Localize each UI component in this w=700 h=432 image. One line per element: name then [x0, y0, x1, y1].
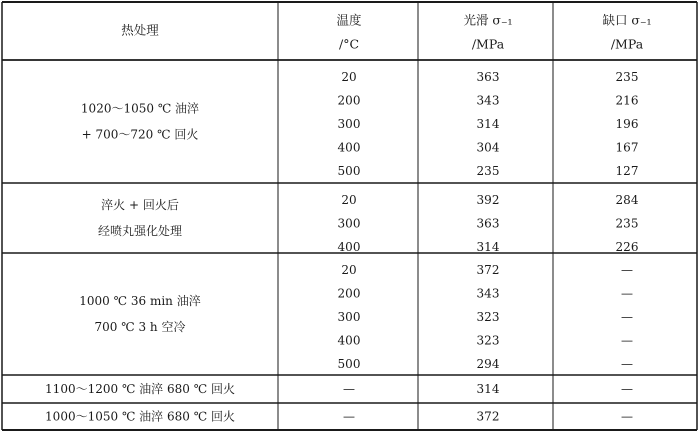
smooth-strength-cell: 314 — [476, 240, 500, 254]
temperature-cell: 400 — [337, 240, 361, 254]
smooth-strength-cell: 343 — [476, 286, 500, 301]
notched-strength-cell: 235 — [615, 216, 639, 231]
temperature-cell: 500 — [337, 164, 361, 178]
treatment-label: 1000 ℃ 36 min 油淬 — [79, 294, 201, 308]
temperature-cell: 200 — [337, 286, 361, 301]
smooth-strength-cell: 372 — [476, 263, 500, 277]
notched-strength-cell: 216 — [615, 93, 639, 108]
header-notched-unit: /MPa — [610, 36, 644, 52]
treatment-label: 700 ℃ 3 h 空冷 — [94, 320, 186, 334]
notched-strength-cell: 196 — [615, 117, 639, 131]
notched-strength-cell: — — [621, 310, 633, 324]
smooth-strength-cell: 323 — [476, 333, 500, 348]
smooth-strength-cell: 314 — [476, 382, 500, 396]
temperature-cell: 300 — [337, 310, 361, 324]
header-temperature-unit: /°C — [338, 36, 360, 52]
temperature-cell: 20 — [341, 263, 357, 277]
notched-strength-cell: — — [621, 333, 633, 348]
treatment-label: 淬火 + 回火后 — [101, 198, 179, 212]
header-notched-sigma: 缺口 σ₋₁ — [602, 12, 652, 28]
smooth-strength-cell: 343 — [476, 93, 500, 108]
notched-strength-cell: 167 — [615, 140, 639, 155]
smooth-strength-cell: 392 — [476, 193, 500, 207]
temperature-cell: — — [343, 409, 355, 424]
treatment-label: + 700～720 ℃ 回火 — [81, 127, 199, 142]
header-smooth-unit: /MPa — [471, 36, 505, 52]
smooth-strength-cell: 294 — [476, 357, 500, 371]
temperature-cell: 200 — [337, 93, 361, 108]
smooth-strength-cell: 363 — [476, 70, 500, 84]
notched-strength-cell: — — [621, 357, 633, 371]
notched-strength-cell: — — [621, 382, 633, 396]
header-temperature: 温度 — [336, 12, 362, 28]
temperature-cell: 300 — [337, 216, 361, 231]
temperature-cell: 400 — [337, 333, 361, 348]
treatment-label: 1000～1050 ℃ 油淬 680 ℃ 回火 — [45, 409, 235, 424]
smooth-strength-cell: 235 — [476, 164, 500, 178]
temperature-cell: 400 — [337, 140, 361, 155]
temperature-cell: 20 — [341, 70, 357, 84]
temperature-cell: — — [343, 382, 355, 396]
treatment-label: 1100～1200 ℃ 油淬 680 ℃ 回火 — [45, 382, 235, 396]
header-smooth-sigma: 光滑 σ₋₁ — [463, 12, 513, 28]
temperature-cell: 300 — [337, 117, 361, 131]
notched-strength-cell: 235 — [615, 70, 639, 84]
notched-strength-cell: — — [621, 409, 633, 424]
treatment-label: 经喷丸强化处理 — [97, 224, 183, 238]
treatment-label: 1020～1050 ℃ 油淬 — [80, 101, 200, 116]
notched-strength-cell: 226 — [615, 240, 639, 254]
smooth-strength-cell: 363 — [476, 216, 500, 231]
smooth-strength-cell: 323 — [476, 310, 500, 324]
smooth-strength-cell: 314 — [476, 117, 500, 131]
notched-strength-cell: 284 — [615, 193, 639, 207]
header-treatment: 热处理 — [121, 22, 159, 38]
smooth-strength-cell: 304 — [476, 140, 500, 155]
notched-strength-cell: 127 — [615, 164, 639, 178]
temperature-cell: 500 — [337, 357, 361, 371]
smooth-strength-cell: 372 — [476, 409, 500, 424]
notched-strength-cell: — — [621, 286, 633, 301]
notched-strength-cell: — — [621, 263, 633, 277]
temperature-cell: 20 — [341, 193, 357, 207]
